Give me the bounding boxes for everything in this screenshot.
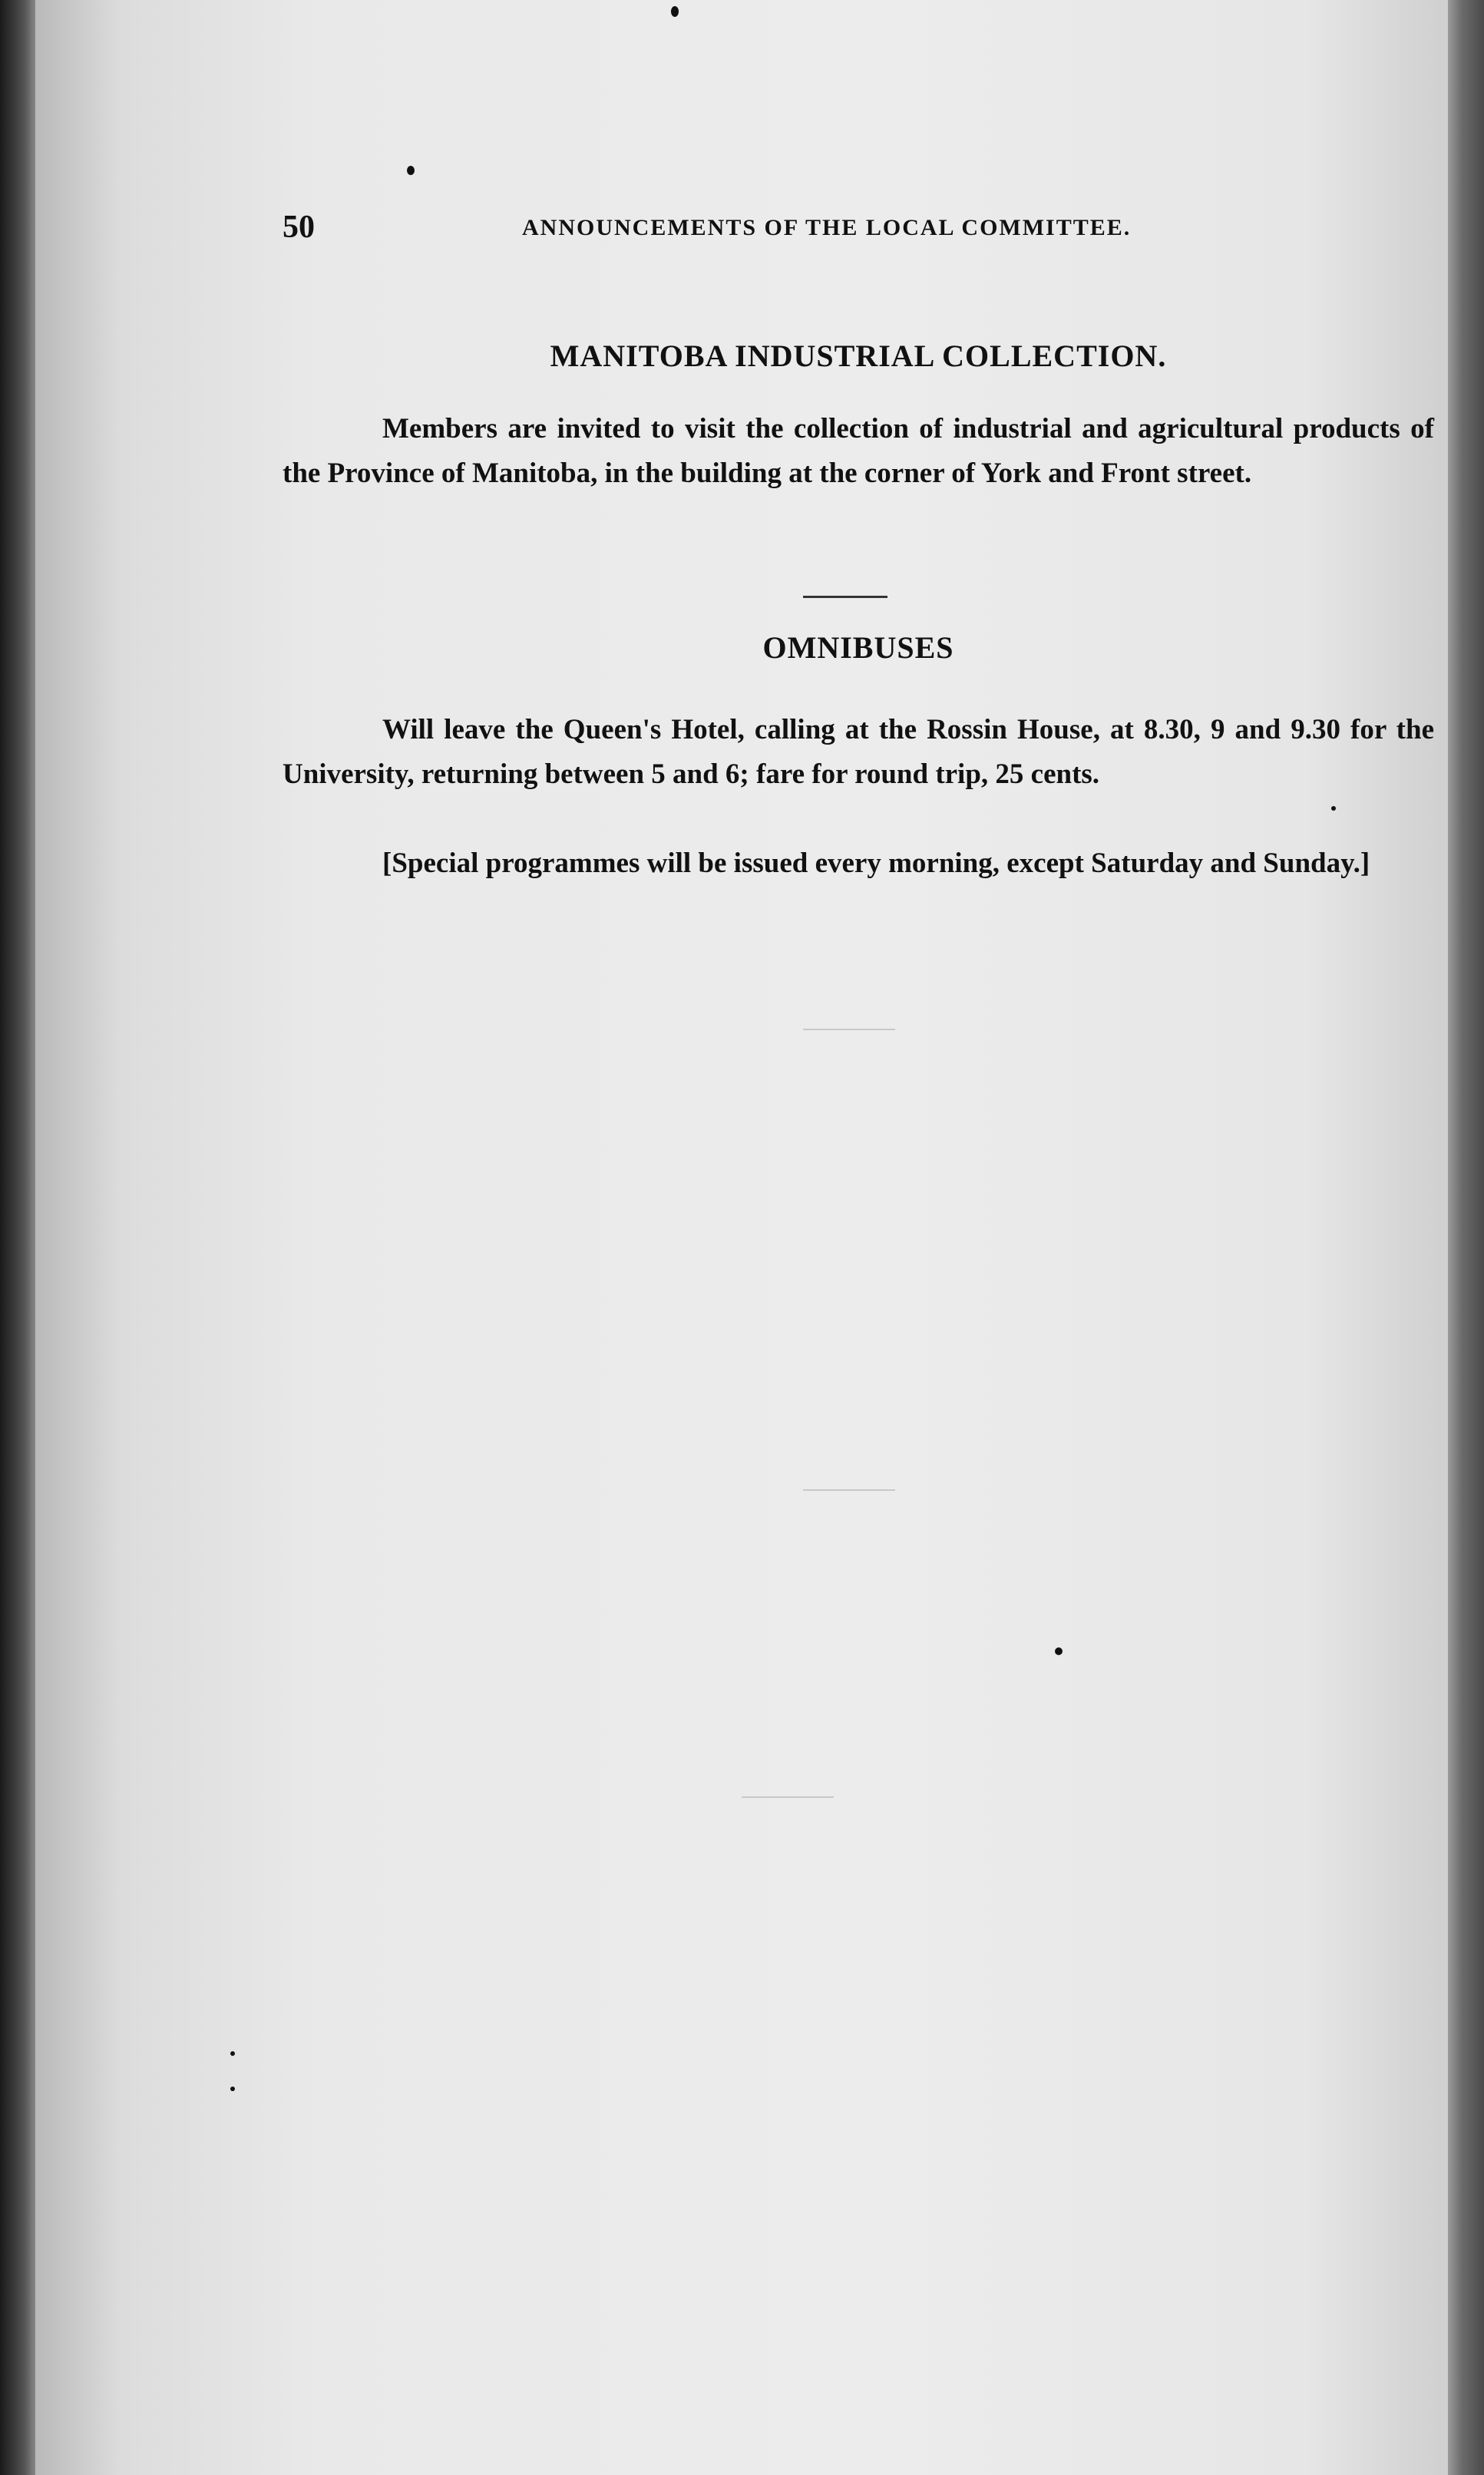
ink-speck: [1331, 806, 1336, 811]
paragraph-special-programmes: [Special programmes will be issued every morning, except Saturday and Sunday.]: [382, 848, 1370, 879]
bleed-rule: [742, 1796, 834, 1798]
section-divider: [803, 596, 887, 598]
section-title-omnibuses: OMNIBUSES: [762, 630, 954, 665]
ink-speck: [230, 2051, 235, 2056]
bleed-rule: [803, 1489, 895, 1491]
book-spine-shadow: [0, 0, 35, 2475]
page-number: 50: [283, 210, 315, 245]
document-page: [35, 0, 1448, 2475]
page-header: [283, 209, 1296, 255]
ink-speck: [1055, 1647, 1063, 1655]
running-head: ANNOUNCEMENTS OF THE LOCAL COMMITTEE.: [522, 215, 1132, 240]
section-title-manitoba: MANITOBA INDUSTRIAL COLLECTION.: [550, 339, 1167, 373]
ink-speck: [671, 6, 679, 17]
paragraph-omnibus-schedule: Will leave the Queen's Hotel, calling at the Rossin House, at 8.30, 9 and 9.30 for the University, returning between 5 and 6; fare for round trip, 25 cents.: [283, 714, 1434, 790]
ink-speck: [230, 2087, 235, 2091]
page-edge-shadow: [1448, 0, 1484, 2475]
ink-speck: [407, 166, 415, 175]
paragraph-manitoba: Members are invited to visit the collection of industrial and agricultural products of the Province of Manitoba, in the building at the corner of York and Front street.: [283, 413, 1434, 489]
bleed-rule: [803, 1029, 895, 1030]
